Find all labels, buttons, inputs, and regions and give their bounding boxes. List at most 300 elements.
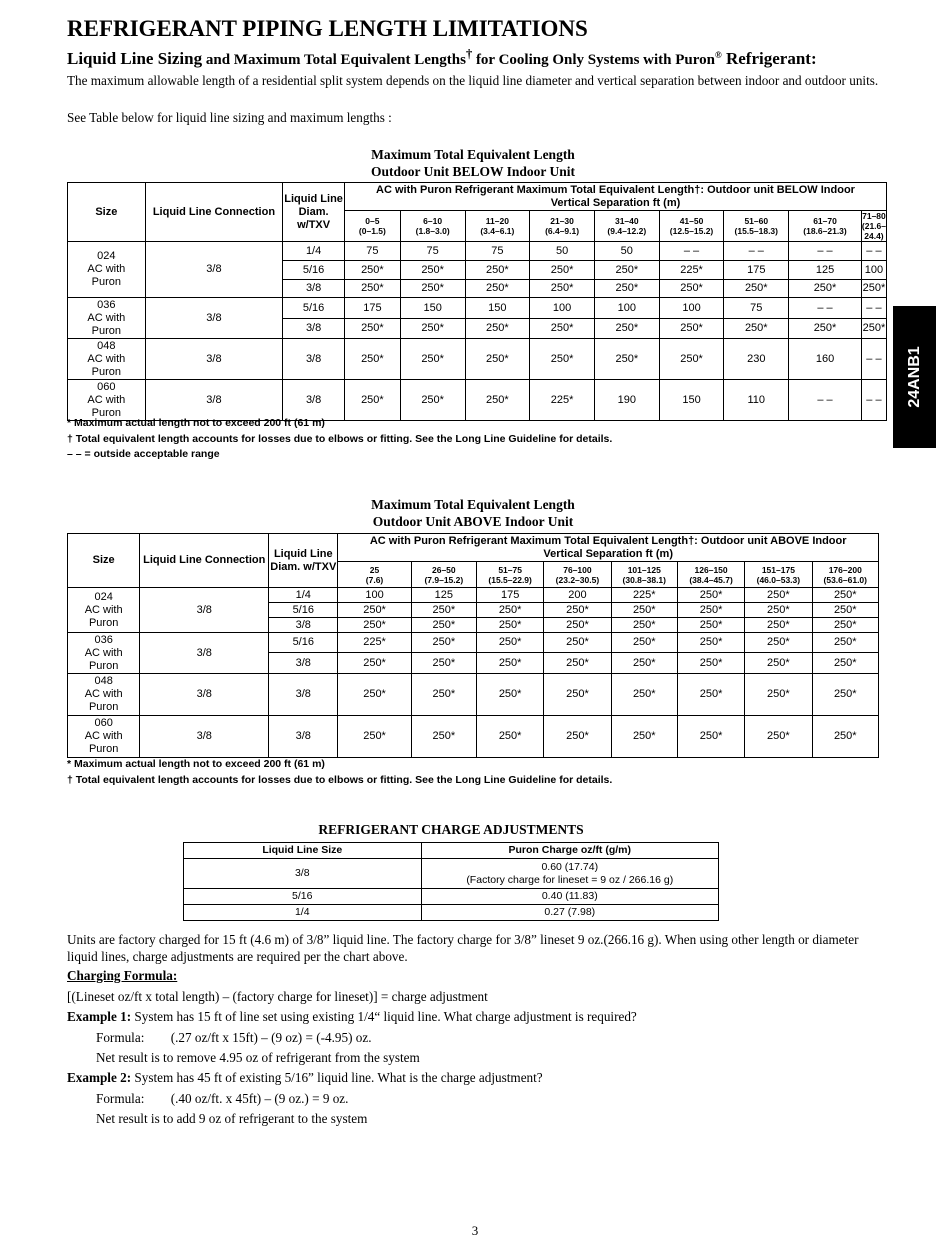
length-cell: 250*: [345, 380, 401, 421]
size-cell: [68, 380, 146, 421]
charge-value: 0.27 (7.98): [544, 906, 596, 919]
span-header-line1: AC with Puron Refrigerant Maximum Total Equivalent Length†: Outdoor unit ABOVE Indoor: [369, 534, 847, 547]
length-cell: 225*: [338, 633, 411, 653]
side-tab-label: 24ANB1: [905, 346, 923, 408]
col-header-diameter: Liquid Line Diam. w/TXV: [269, 534, 338, 588]
size-cell: [68, 716, 140, 758]
range-ft: 6–10: [423, 216, 443, 226]
diameter-cell: 3/8: [283, 380, 345, 421]
span-header-line2: Vertical Separation ft (m): [550, 196, 681, 209]
length-cell: 250*: [611, 633, 677, 653]
range-ft: 25: [369, 564, 380, 575]
length-cell: 250*: [677, 588, 744, 603]
range-header: [677, 562, 744, 588]
length-cell: 250*: [530, 339, 595, 380]
size-line: Puron: [91, 276, 122, 288]
range-header: [611, 562, 677, 588]
table-above-notes: [67, 757, 612, 788]
length-cell: 125: [411, 588, 476, 603]
range-m: (18.6–21.3): [803, 226, 847, 236]
diameter-cell: 5/16: [283, 298, 345, 319]
length-cell: – –: [789, 242, 862, 261]
size-line: Puron: [88, 701, 119, 713]
connection-cell: 3/8: [140, 674, 269, 716]
length-cell: 250*: [724, 280, 789, 298]
col-header-diameter: Liquid Line Diam. w/TXV: [283, 183, 345, 242]
length-cell: 250*: [659, 319, 724, 339]
size-line: AC with: [84, 646, 123, 659]
length-cell: 200: [544, 588, 611, 603]
example-2-label: Example 2:: [67, 1070, 132, 1085]
length-cell: 250*: [530, 280, 595, 298]
length-cell: 250*: [594, 319, 659, 339]
length-cell: 250*: [745, 588, 812, 603]
length-cell: 250*: [544, 674, 611, 716]
range-m: (7.9–15.2): [424, 574, 464, 585]
range-header: [594, 211, 659, 242]
table-row: [184, 905, 719, 921]
length-cell: 250*: [400, 261, 465, 280]
diameter-cell: 3/8: [269, 716, 338, 758]
range-ft: 31–40: [614, 216, 639, 226]
length-cell: – –: [861, 339, 886, 380]
table-row: [68, 242, 887, 261]
length-cell: 250*: [345, 339, 401, 380]
range-ft: 11–20: [485, 216, 509, 226]
connection-cell: 3/8: [145, 242, 283, 298]
range-m: (38.4–45.7): [689, 574, 733, 585]
length-cell: 250*: [465, 261, 530, 280]
length-cell: 250*: [477, 653, 544, 674]
diameter-cell: 5/16: [269, 633, 338, 653]
size-line: AC with: [87, 393, 126, 406]
page-title: REFRIGERANT PIPING LENGTH LIMITATIONS: [67, 16, 588, 41]
connection-cell: 3/8: [145, 339, 283, 380]
table-below-title-line1: Maximum Total Equivalent Length: [371, 147, 575, 162]
length-cell: 150: [659, 380, 724, 421]
range-ft: 126–150: [694, 564, 728, 575]
length-cell: 250*: [812, 633, 878, 653]
table-row: [68, 716, 879, 758]
length-cell: 175: [724, 261, 789, 280]
length-cell: 250*: [789, 280, 862, 298]
table-row: [68, 674, 879, 716]
dagger-mark: †: [465, 47, 473, 61]
table-below-title: [67, 146, 879, 180]
charge-value-cell: [421, 889, 718, 905]
length-cell: 250*: [544, 716, 611, 758]
range-ft: 76–100: [563, 564, 592, 575]
size-line: 036: [97, 298, 116, 311]
length-cell: 250*: [544, 653, 611, 674]
charge-value-cell: [421, 905, 718, 921]
charge-header-value: Puron Charge oz/ft (g/m): [421, 843, 718, 859]
table-above-title-line2: Outdoor Unit ABOVE Indoor Unit: [372, 514, 574, 529]
table-row: [184, 859, 719, 889]
range-m: (1.8–3.0): [415, 226, 450, 236]
range-ft: 21–30: [550, 216, 574, 226]
length-cell: – –: [861, 298, 886, 319]
length-cell: 250*: [812, 588, 878, 603]
range-ft: 61–70: [813, 216, 837, 226]
footnote: † Total equivalent length accounts for losses due to elbows or fitting. See the Long Line Guideline for details.: [67, 773, 613, 786]
length-cell: 100: [530, 298, 595, 319]
length-cell: 250*: [677, 716, 744, 758]
size-line: AC with: [87, 263, 126, 275]
charge-value: 0.40 (11.83): [541, 890, 598, 903]
length-cell: 75: [465, 242, 530, 261]
length-cell: 250*: [611, 618, 677, 633]
size-line: AC with: [84, 603, 123, 616]
table-row: [68, 298, 887, 319]
size-line: AC with: [84, 730, 123, 742]
range-m: (6.4–9.1): [545, 226, 580, 236]
length-cell: 250*: [465, 339, 530, 380]
length-cell: 250*: [594, 261, 659, 280]
length-cell: 250*: [745, 653, 812, 674]
range-header: [477, 562, 544, 588]
length-cell: 250*: [594, 339, 659, 380]
table-below: [67, 182, 887, 421]
length-cell: 250*: [611, 653, 677, 674]
size-cell: [68, 242, 146, 298]
length-cell: 250*: [745, 716, 812, 758]
length-cell: 250*: [861, 280, 886, 298]
range-m: (53.6–61.0): [823, 574, 867, 585]
range-ft: 41–50: [679, 216, 704, 226]
size-line: 060: [94, 717, 113, 729]
example-1-formula: Formula: (.27 oz/ft x 15ft) – (9 oz) = (-4.95) oz.: [96, 1030, 372, 1045]
length-cell: 250*: [465, 319, 530, 339]
page-number: 3: [471, 1223, 479, 1238]
example-1-result: Net result is to remove 4.95 oz of refrigerant from the system: [96, 1050, 420, 1065]
range-header: [745, 562, 812, 588]
diameter-cell: 5/16: [269, 603, 338, 618]
length-cell: 250*: [400, 339, 465, 380]
charge-table-title: REFRIGERANT CHARGE ADJUSTMENTS: [318, 822, 584, 837]
length-cell: 250*: [745, 633, 812, 653]
diameter-cell: 3/8: [283, 339, 345, 380]
length-cell: 250*: [544, 618, 611, 633]
section-subtitle: [67, 47, 817, 69]
length-cell: 250*: [465, 280, 530, 298]
table-below-title-line2: Outdoor Unit BELOW Indoor Unit: [370, 164, 576, 179]
length-cell: 250*: [745, 603, 812, 618]
length-cell: 175: [345, 298, 401, 319]
size-line: 048: [94, 675, 113, 687]
charge-size-cell: 1/4: [184, 905, 422, 921]
range-m: (21.6–24.4): [861, 221, 886, 241]
charge-value-cell: [421, 859, 718, 889]
length-cell: 250*: [338, 674, 411, 716]
size-line: AC with: [84, 688, 123, 700]
range-m: (0–1.5): [358, 226, 386, 236]
range-header: [400, 211, 465, 242]
size-cell: [68, 633, 140, 674]
diameter-cell: 5/16: [283, 261, 345, 280]
length-cell: – –: [659, 242, 724, 261]
charge-size-cell: 5/16: [184, 889, 422, 905]
range-ft: 51–60: [744, 216, 769, 226]
col-header-connection: Liquid Line Connection: [145, 183, 283, 242]
range-m: (46.0–53.3): [756, 574, 801, 585]
registered-mark: ®: [715, 50, 722, 60]
range-m: (7.6): [365, 574, 384, 585]
connection-cell: 3/8: [145, 298, 283, 339]
length-cell: 100: [594, 298, 659, 319]
length-cell: 250*: [861, 319, 886, 339]
length-cell: 250*: [345, 319, 401, 339]
length-cell: 250*: [611, 674, 677, 716]
length-cell: 50: [594, 242, 659, 261]
length-cell: 250*: [812, 618, 878, 633]
size-line: Puron: [91, 406, 122, 419]
size-cell: [68, 588, 140, 633]
size-line: 024: [97, 250, 116, 262]
length-cell: 250*: [544, 603, 611, 618]
length-cell: 250*: [677, 674, 744, 716]
size-line: Puron: [88, 659, 119, 672]
length-cell: 250*: [400, 280, 465, 298]
charge-size-cell: 3/8: [184, 859, 422, 889]
length-cell: 230: [724, 339, 789, 380]
size-line: AC with: [87, 311, 126, 324]
see-table-note: See Table below for liquid line sizing and maximum lengths :: [67, 110, 392, 125]
span-header-line2: Vertical Separation ft (m): [543, 547, 673, 560]
length-cell: 250*: [812, 653, 878, 674]
length-cell: 250*: [677, 603, 744, 618]
length-cell: 250*: [411, 603, 476, 618]
subtitle-end: Refrigerant:: [721, 49, 817, 68]
length-cell: 250*: [400, 319, 465, 339]
length-cell: 250*: [745, 618, 812, 633]
length-cell: 250*: [677, 653, 744, 674]
length-cell: 110: [724, 380, 789, 421]
diameter-cell: 3/8: [269, 618, 338, 633]
size-line: Puron: [91, 324, 122, 337]
length-cell: 250*: [812, 603, 878, 618]
length-cell: 250*: [465, 380, 530, 421]
size-cell: [68, 339, 146, 380]
length-cell: 250*: [812, 716, 878, 758]
length-cell: 250*: [530, 319, 595, 339]
range-ft: 176–200: [828, 564, 862, 575]
range-m: (9.4–12.2): [607, 226, 647, 236]
diameter-cell: 1/4: [283, 242, 345, 261]
length-cell: 250*: [338, 716, 411, 758]
length-cell: 250*: [659, 339, 724, 380]
example-1-text: System has 15 ft of line set using existing 1/4“ liquid line. What charge adjustment is required?: [131, 1009, 637, 1024]
table-above-title-line1: Maximum Total Equivalent Length: [371, 497, 575, 512]
length-cell: 250*: [611, 603, 677, 618]
length-cell: 190: [594, 380, 659, 421]
length-cell: 250*: [411, 716, 476, 758]
units-paragraph: Units are factory charged for 15 ft (4.6 m) of 3/8” liquid line. The factory charge for 3/8” lineset 9 oz.(266.16 g). When using other length or diameter liquid lines, charge adjustments are required per the chart above.: [67, 932, 859, 964]
diameter-cell: 1/4: [269, 588, 338, 603]
length-cell: 75: [345, 242, 401, 261]
range-m: (12.5–15.2): [669, 226, 714, 236]
length-cell: 250*: [594, 280, 659, 298]
length-cell: 250*: [477, 674, 544, 716]
table-row: [68, 339, 887, 380]
example-2-result: Net result is to add 9 oz of refrigerant to the system: [96, 1111, 368, 1126]
range-header: [812, 562, 878, 588]
length-cell: – –: [861, 242, 886, 261]
charge-header-size: Liquid Line Size: [184, 843, 422, 859]
length-cell: 250*: [611, 716, 677, 758]
size-cell: [68, 298, 146, 339]
length-cell: 100: [338, 588, 411, 603]
length-cell: 75: [400, 242, 465, 261]
length-cell: 250*: [477, 603, 544, 618]
footnote: * Maximum actual length not to exceed 200 ft (61 m): [67, 758, 325, 770]
table-above: [67, 533, 879, 758]
col-header-size: Size: [68, 183, 146, 242]
length-cell: 250*: [400, 380, 465, 421]
size-cell: [68, 674, 140, 716]
length-cell: – –: [789, 298, 862, 319]
diameter-cell: 3/8: [283, 280, 345, 298]
formula-heading: Charging Formula:: [67, 968, 178, 983]
charge-value: 0.60 (17.74): [541, 861, 599, 873]
length-cell: 150: [465, 298, 530, 319]
size-line: Puron: [91, 365, 122, 378]
range-header: [345, 211, 401, 242]
charge-note: (Factory charge for lineset = 9 oz / 266.16 g): [466, 873, 674, 886]
example-2-formula: Formula: (.40 oz/ft. x 45ft) – (9 oz.) = 9 oz.: [96, 1091, 349, 1106]
length-cell: 250*: [530, 261, 595, 280]
footnote: – – = outside acceptable range: [67, 448, 220, 460]
table-row: [68, 588, 879, 603]
size-line: Puron: [88, 743, 119, 755]
length-cell: 150: [400, 298, 465, 319]
table-below-notes: [67, 416, 612, 463]
example-2: [67, 1069, 543, 1086]
range-header: [530, 211, 595, 242]
length-cell: 250*: [345, 280, 401, 298]
length-cell: – –: [789, 380, 862, 421]
range-ft: 51–75: [498, 564, 522, 575]
intro-paragraph: The maximum allowable length of a residential split system depends on the liquid line diameter and vertical separation between indoor and outdoor units.: [67, 73, 879, 88]
length-cell: 225*: [659, 261, 724, 280]
range-ft: 26–50: [432, 564, 456, 575]
length-cell: 250*: [411, 633, 476, 653]
range-header: [338, 562, 411, 588]
size-line: Puron: [88, 616, 119, 629]
size-line: 060: [97, 380, 116, 393]
range-header: [659, 211, 724, 242]
length-cell: 250*: [477, 716, 544, 758]
range-ft: 101–125: [627, 564, 661, 575]
col-header-vertical-separation: [338, 534, 879, 562]
span-header-line1: AC with Puron Refrigerant Maximum Total Equivalent Length†: Outdoor unit BELOW Indoor: [376, 183, 855, 196]
range-m: (15.5–18.3): [734, 226, 778, 236]
table-row: [68, 380, 887, 421]
connection-cell: 3/8: [140, 633, 269, 674]
diameter-cell: 3/8: [269, 674, 338, 716]
length-cell: 100: [659, 298, 724, 319]
length-cell: 250*: [338, 603, 411, 618]
length-cell: 160: [789, 339, 862, 380]
subtitle-lead: Liquid Line Sizing: [67, 49, 203, 68]
footnote: † Total equivalent length accounts for losses due to elbows or fitting. See the Long Line Guideline for details.: [67, 432, 613, 445]
range-ft: 151–175: [761, 564, 795, 575]
range-ft: 0–5: [365, 216, 380, 226]
range-header: [724, 211, 789, 242]
connection-cell: 3/8: [145, 380, 283, 421]
length-cell: 250*: [745, 674, 812, 716]
size-line: 036: [94, 633, 113, 646]
diameter-cell: 3/8: [269, 653, 338, 674]
range-ft: 71–80: [862, 211, 886, 221]
side-tab: [893, 306, 936, 448]
length-cell: 250*: [411, 653, 476, 674]
size-line: AC with: [87, 352, 126, 365]
length-cell: 250*: [338, 618, 411, 633]
length-cell: 100: [861, 261, 886, 280]
length-cell: 225*: [530, 380, 595, 421]
formula-line: [(Lineset oz/ft x total length) – (factory charge for lineset)] = charge adjustment: [67, 989, 488, 1004]
length-cell: 250*: [338, 653, 411, 674]
length-cell: 50: [530, 242, 595, 261]
table-row: [68, 633, 879, 653]
length-cell: 250*: [659, 280, 724, 298]
length-cell: 250*: [411, 674, 476, 716]
footnote: * Maximum actual length not to exceed 200 ft (61 m): [67, 417, 325, 429]
subtitle-text: and Maximum Total Equivalent Lengths: [202, 52, 466, 68]
col-header-size: Size: [68, 534, 140, 588]
range-m: (15.5–22.9): [488, 574, 532, 585]
length-cell: 175: [477, 588, 544, 603]
range-header: [411, 562, 476, 588]
length-cell: 250*: [477, 618, 544, 633]
col-header-connection: Liquid Line Connection: [140, 534, 269, 588]
range-header: [789, 211, 862, 242]
length-cell: 250*: [477, 633, 544, 653]
length-cell: 225*: [611, 588, 677, 603]
connection-cell: 3/8: [140, 716, 269, 758]
length-cell: 250*: [677, 618, 744, 633]
example-1: [67, 1008, 637, 1025]
range-header: [465, 211, 530, 242]
length-cell: – –: [861, 380, 886, 421]
length-cell: 250*: [544, 633, 611, 653]
col-header-vertical-separation: [345, 183, 887, 211]
range-m: (3.4–6.1): [480, 226, 515, 236]
range-m: (23.2–30.5): [555, 574, 600, 585]
length-cell: 250*: [677, 633, 744, 653]
size-line: 048: [97, 339, 116, 352]
example-2-text: System has 45 ft of existing 5/16” liquid line. What is the charge adjustment?: [131, 1070, 543, 1085]
length-cell: 250*: [724, 319, 789, 339]
length-cell: 75: [724, 298, 789, 319]
range-header: [544, 562, 611, 588]
example-1-label: Example 1:: [67, 1009, 132, 1024]
length-cell: 250*: [345, 261, 401, 280]
subtitle-text-2: for Cooling Only Systems with Puron: [472, 52, 715, 68]
table-above-title: [67, 496, 879, 530]
range-header: [861, 211, 886, 242]
diameter-cell: 3/8: [283, 319, 345, 339]
length-cell: 125: [789, 261, 862, 280]
size-line: 024: [94, 590, 113, 603]
length-cell: – –: [724, 242, 789, 261]
charge-table: [183, 842, 719, 921]
range-m: (30.8–38.1): [622, 574, 666, 585]
connection-cell: 3/8: [140, 588, 269, 633]
length-cell: 250*: [411, 618, 476, 633]
length-cell: 250*: [789, 319, 862, 339]
